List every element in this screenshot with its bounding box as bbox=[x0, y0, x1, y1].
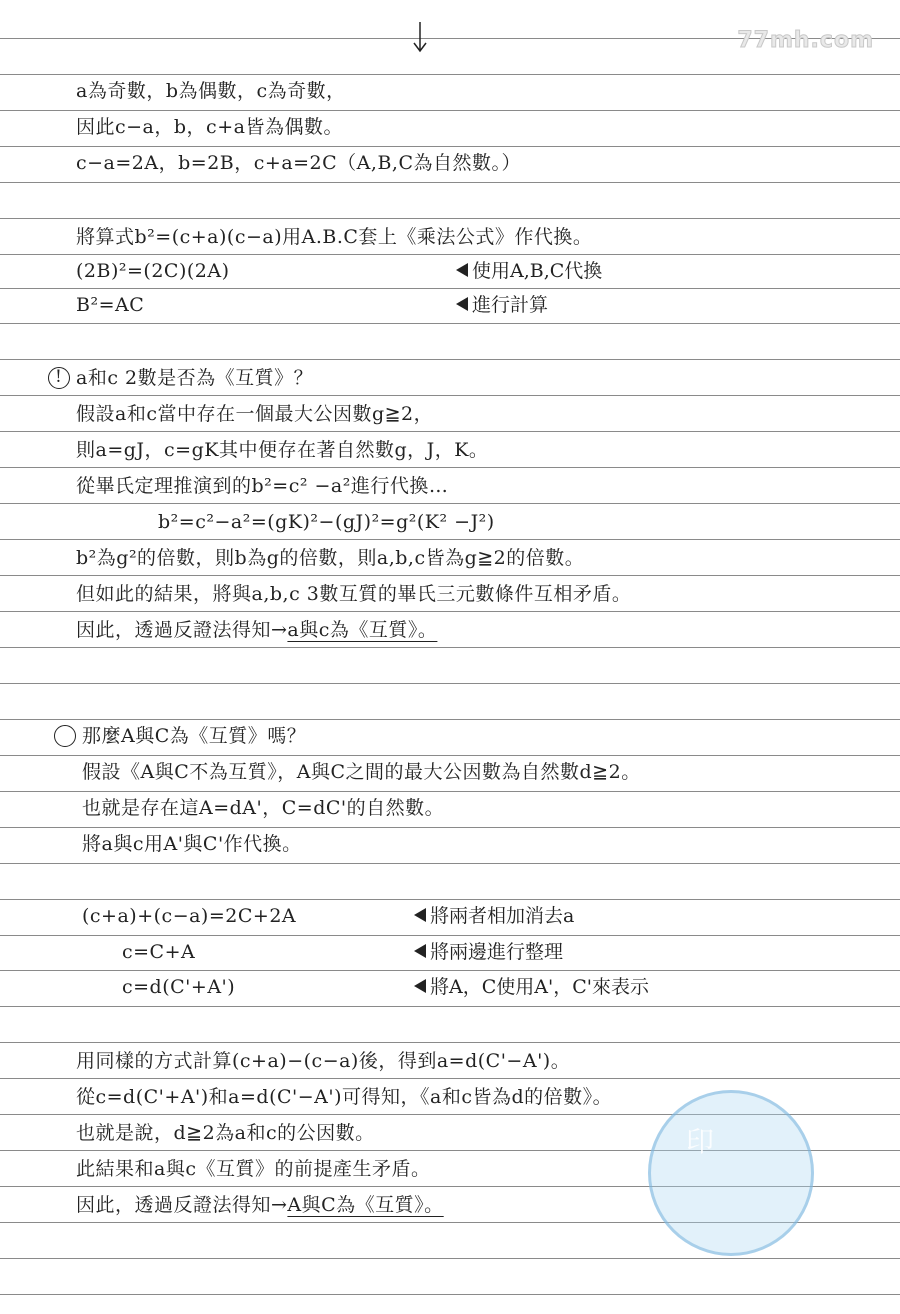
text-line: 從畢氏定理推演到的b²=c² −a²進行代換… bbox=[76, 475, 449, 497]
seal-stamp-text: 印 bbox=[686, 1125, 715, 1158]
equation-line: (2B)²=(2C)(2A) bbox=[76, 260, 230, 282]
ruled-line bbox=[0, 863, 900, 864]
ruled-line bbox=[0, 323, 900, 324]
conclusion-line bbox=[76, 613, 437, 647]
text-line: a為奇數，b為偶數，c為奇數， bbox=[76, 80, 346, 102]
exclamation-circle-icon bbox=[48, 367, 70, 389]
equation-line: c=C+A bbox=[122, 941, 196, 963]
step-note-text: 將A，C使用A'，C'來表示 bbox=[430, 976, 649, 998]
section-heading-text: a和c 2數是否為《互質》？ bbox=[76, 367, 314, 389]
ruled-line bbox=[0, 683, 900, 684]
text-line: 假設《A與C不為互質》，A與C之間的最大公因數為自然數d≧2。 bbox=[82, 761, 641, 783]
text-line: 此結果和a與c《互質》的前提產生矛盾。 bbox=[76, 1158, 431, 1180]
text-line: 則a=gJ，c=gK其中便存在著自然數g，J，K。 bbox=[76, 439, 489, 461]
step-note-text: 使用A,B,C代換 bbox=[472, 260, 603, 282]
text-line: 將算式b²=(c+a)(c−a)用A.B.C套上《乘法公式》作代換。 bbox=[76, 226, 593, 248]
ruled-line bbox=[0, 359, 900, 360]
step-note-text: 將兩邊進行整理 bbox=[430, 941, 564, 963]
watermark: 77mh.com bbox=[737, 28, 874, 53]
ruled-line bbox=[0, 1042, 900, 1043]
conclusion-prefix: 因此，透過反證法得知→ bbox=[76, 1194, 288, 1216]
circle-icon bbox=[54, 725, 76, 747]
step-note-text: 將兩者相加消去a bbox=[430, 905, 575, 927]
ruled-line bbox=[0, 182, 900, 183]
text-line: 用同樣的方式計算(c+a)−(c−a)後，得到a=d(C'−A')。 bbox=[76, 1050, 571, 1072]
section-heading bbox=[54, 719, 306, 753]
section-heading bbox=[48, 361, 313, 395]
text-line: 也就是說，d≧2為a和c的公因數。 bbox=[76, 1122, 375, 1144]
ruled-line bbox=[0, 647, 900, 648]
ruled-line bbox=[0, 539, 900, 540]
step-note bbox=[414, 899, 574, 933]
step-note bbox=[414, 970, 649, 1004]
text-line: b²為g²的倍數，則b為g的倍數，則a,b,c皆為g≧2的倍數。 bbox=[76, 547, 585, 569]
text-line: 將a與c用A'與C'作代換。 bbox=[82, 833, 302, 855]
ruled-line bbox=[0, 575, 900, 576]
step-note bbox=[456, 288, 548, 322]
ruled-line bbox=[0, 611, 900, 612]
left-triangle-icon bbox=[414, 944, 426, 958]
equation-line: b²=c²−a²=(gK)²−(gJ)²=g²(K² −J²) bbox=[158, 511, 495, 533]
ruled-line bbox=[0, 1258, 900, 1259]
equation-line: (c+a)+(c−a)=2C+2A bbox=[82, 905, 297, 927]
section-heading-text: 那麼A與C為《互質》嗎？ bbox=[82, 725, 307, 747]
ruled-line bbox=[0, 1006, 900, 1007]
ruled-line bbox=[0, 218, 900, 219]
equation-line: c=d(C'+A') bbox=[122, 976, 236, 998]
ruled-line bbox=[0, 1078, 900, 1079]
down-arrow-icon bbox=[411, 20, 429, 54]
conclusion-result: a與c為《互質》。 bbox=[287, 619, 438, 641]
step-note-text: 進行計算 bbox=[472, 294, 549, 316]
ruled-line bbox=[0, 431, 900, 432]
ruled-line bbox=[0, 503, 900, 504]
left-triangle-icon bbox=[414, 908, 426, 922]
step-note bbox=[414, 935, 563, 969]
text-line: 也就是存在這A=dA'，C=dC'的自然數。 bbox=[82, 797, 445, 819]
conclusion-prefix: 因此，透過反證法得知→ bbox=[76, 619, 288, 641]
conclusion-line bbox=[76, 1188, 444, 1222]
ruled-line bbox=[0, 467, 900, 468]
left-triangle-icon bbox=[414, 979, 426, 993]
text-line: 從c=d(C'+A')和a=d(C'−A')可得知，《a和c皆為d的倍數》。 bbox=[76, 1086, 613, 1108]
left-triangle-icon bbox=[456, 263, 468, 277]
ruled-line bbox=[0, 395, 900, 396]
conclusion-result: A與C為《互質》。 bbox=[287, 1194, 444, 1216]
text-line: 但如此的結果，將與a,b,c 3數互質的畢氏三元數條件互相矛盾。 bbox=[76, 583, 632, 605]
text-line: 因此c−a，b，c+a皆為偶數。 bbox=[76, 116, 343, 138]
text-line: 假設a和c當中存在一個最大公因數g≧2， bbox=[76, 403, 434, 425]
step-note bbox=[456, 254, 602, 288]
left-triangle-icon bbox=[456, 297, 468, 311]
text-line: c−a=2A，b=2B，c+a=2C（A,B,C為自然數。） bbox=[76, 152, 521, 174]
seal-stamp bbox=[648, 1090, 814, 1256]
ruled-line bbox=[0, 1294, 900, 1295]
equation-line: B²=AC bbox=[76, 294, 145, 316]
